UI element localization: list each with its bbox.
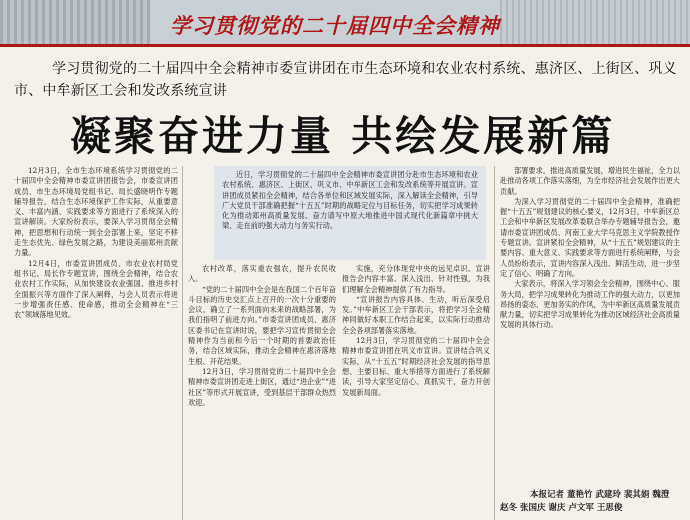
article-column-1 bbox=[14, 166, 178, 520]
paragraph: “党的二十届四中全会是在我国二个百年奋斗目标的历史交汇点上召开的一次十分重要的会议，确立了一系列面向未来的战略部署，为我们指明了前进方向。”市委宣讲团成员、惠济区委书记在宣讲时说，要把学习宣传贯彻全会精神作为当前和今后一个时期的首要政治任务，结合区域实际，推动全会精神在惠济落地生根、开花结果。 bbox=[188, 284, 336, 366]
paragraph: 12月3日，学习贯彻党的二十届四中全会精神市委宣讲团在巩义市宣讲。宣讲结合巩义实际，从“十五五”时期经济社会发展的指导思想、主要目标、重大举措等方面进行了系统解读，引导大家坚定信心、真抓实干，奋力开创发展新局面。 bbox=[342, 336, 490, 397]
paragraph: “宣讲报告内容具体、生动，听后深受启发。”中牟新区工会干部表示，将把学习全会精神同做好本职工作结合起来，以实际行动推动全会各项部署落实落地。 bbox=[342, 294, 490, 335]
paragraph: 农村改革，落实重农强农，提升农民收入。 bbox=[188, 264, 336, 284]
article-column-2 bbox=[188, 264, 336, 520]
banner-decoration-right bbox=[500, 0, 690, 44]
masthead-banner bbox=[0, 0, 690, 44]
column-divider bbox=[182, 166, 183, 520]
column-title: 学习贯彻党的二十届四中全会精神 bbox=[170, 14, 500, 38]
subheadline: 学习贯彻党的二十届四中全会精神市委宣讲团在市生态环境和农业农村系统、惠济区、上街区、巩义市、中牟新区工会和发改系统宣讲 bbox=[14, 61, 677, 99]
paragraph: 大家表示，将深入学习领会全会精神，围绕中心、服务大局，把学习成果转化为推动工作的强大动力，以更加昂扬的姿态、更加务实的作风，为中牟新区高质量发展贡献力量，切实把学习成果转化为推动区域经济社会高质量发展的具体行动。 bbox=[500, 279, 680, 330]
paragraph: 12月3日，全市生态环境系统学习贯彻党的二十届四中全会精神市委宣讲团报告会，市委宣讲团成员、市生态环境局党组书记、局长盛晓明作专题辅导报告，结合生态环境保护工作实际，从重要意义、丰富内涵、实践要求等方面进行了系统深入的宣讲解读。大家纷纷表示，要深入学习贯彻全会精神，把思想和行动统一到全会部署上来，坚定不移走生态优先、绿色发展之路，为建设美丽郑州贡献力量。 bbox=[14, 166, 178, 258]
red-rule bbox=[0, 44, 690, 47]
article-column-3 bbox=[342, 264, 490, 520]
paragraph: 为深入学习贯彻党的二十届四中全会精神，准确把握“十五五”规划建议的核心要义，12月3日，中牟新区总工会和中牟新区发展改革委联合举办专题辅导报告会，邀请市委宣讲团成员、河南工业大学马克思主义学院教授作专题宣讲。宣讲紧扣全会精神，从“十五五”规划建议的主要内容、重大意义、实践要求等方面进行系统阐释，与会人员纷纷表示，宣讲内容深入浅出、鲜活生动，进一步坚定了信心、明确了方向。 bbox=[500, 196, 680, 278]
paragraph: 实施，充分体现党中央的远见卓识。宣讲报告会内容丰富、深入浅出、针对性强，为我们理解全会精神提供了有力指导。 bbox=[342, 264, 490, 294]
article-column-4 bbox=[500, 166, 680, 484]
byline-credit: 本报记者 董艳竹 武建玲 裴其娟 魏澄 赵冬 张国庆 谢庆 卢文军 王思俊 bbox=[500, 490, 670, 513]
column-divider bbox=[494, 166, 495, 520]
paragraph: 部署要求，推进高质量发展，增进民生福祉，全力以赴推动各项工作落实落细，为全市经济社会发展作出更大贡献。 bbox=[500, 166, 680, 196]
paragraph: 12月4日，市委宣讲团成员、市农业农村局党组书记、局长作专题宣讲，围绕全会精神，结合农业农村工作实际，从加快建设农业强国、推进乡村全面振兴等方面作了深入阐释，与会人员表示将进一步增强责任感、使命感，推动全会精神在“三农”领域落地见效。 bbox=[14, 258, 178, 320]
headline: 凝聚奋进力量 共绘发展新篇 bbox=[70, 112, 616, 160]
lead-summary-box bbox=[214, 166, 486, 260]
paragraph: 12月3日，学习贯彻党的二十届四中全会精神市委宣讲团走进上街区，通过“进企业”“进社区”等形式开展宣讲，受到基层干部群众热烈欢迎。 bbox=[188, 366, 336, 407]
lead-summary-text: 近日，学习贯彻党的二十届四中全会精神市委宣讲团分赴市生态环境和农业农村系统、惠济区、上街区、巩义市、中牟新区工会和发改系统等开展宣讲。宣讲团成员紧扣全会精神，结合各单位和区域发展实际，深入解读全会精神，引导广大党员干部准确把握“十五五”时期的战略定位与目标任务，切实把学习成果转化为推动郑州高质量发展、奋力谱写中原大地推进中国式现代化新篇章中挑大梁、走在前的强大动力与务实行动。 bbox=[222, 170, 478, 231]
banner-decoration-left bbox=[0, 0, 150, 44]
